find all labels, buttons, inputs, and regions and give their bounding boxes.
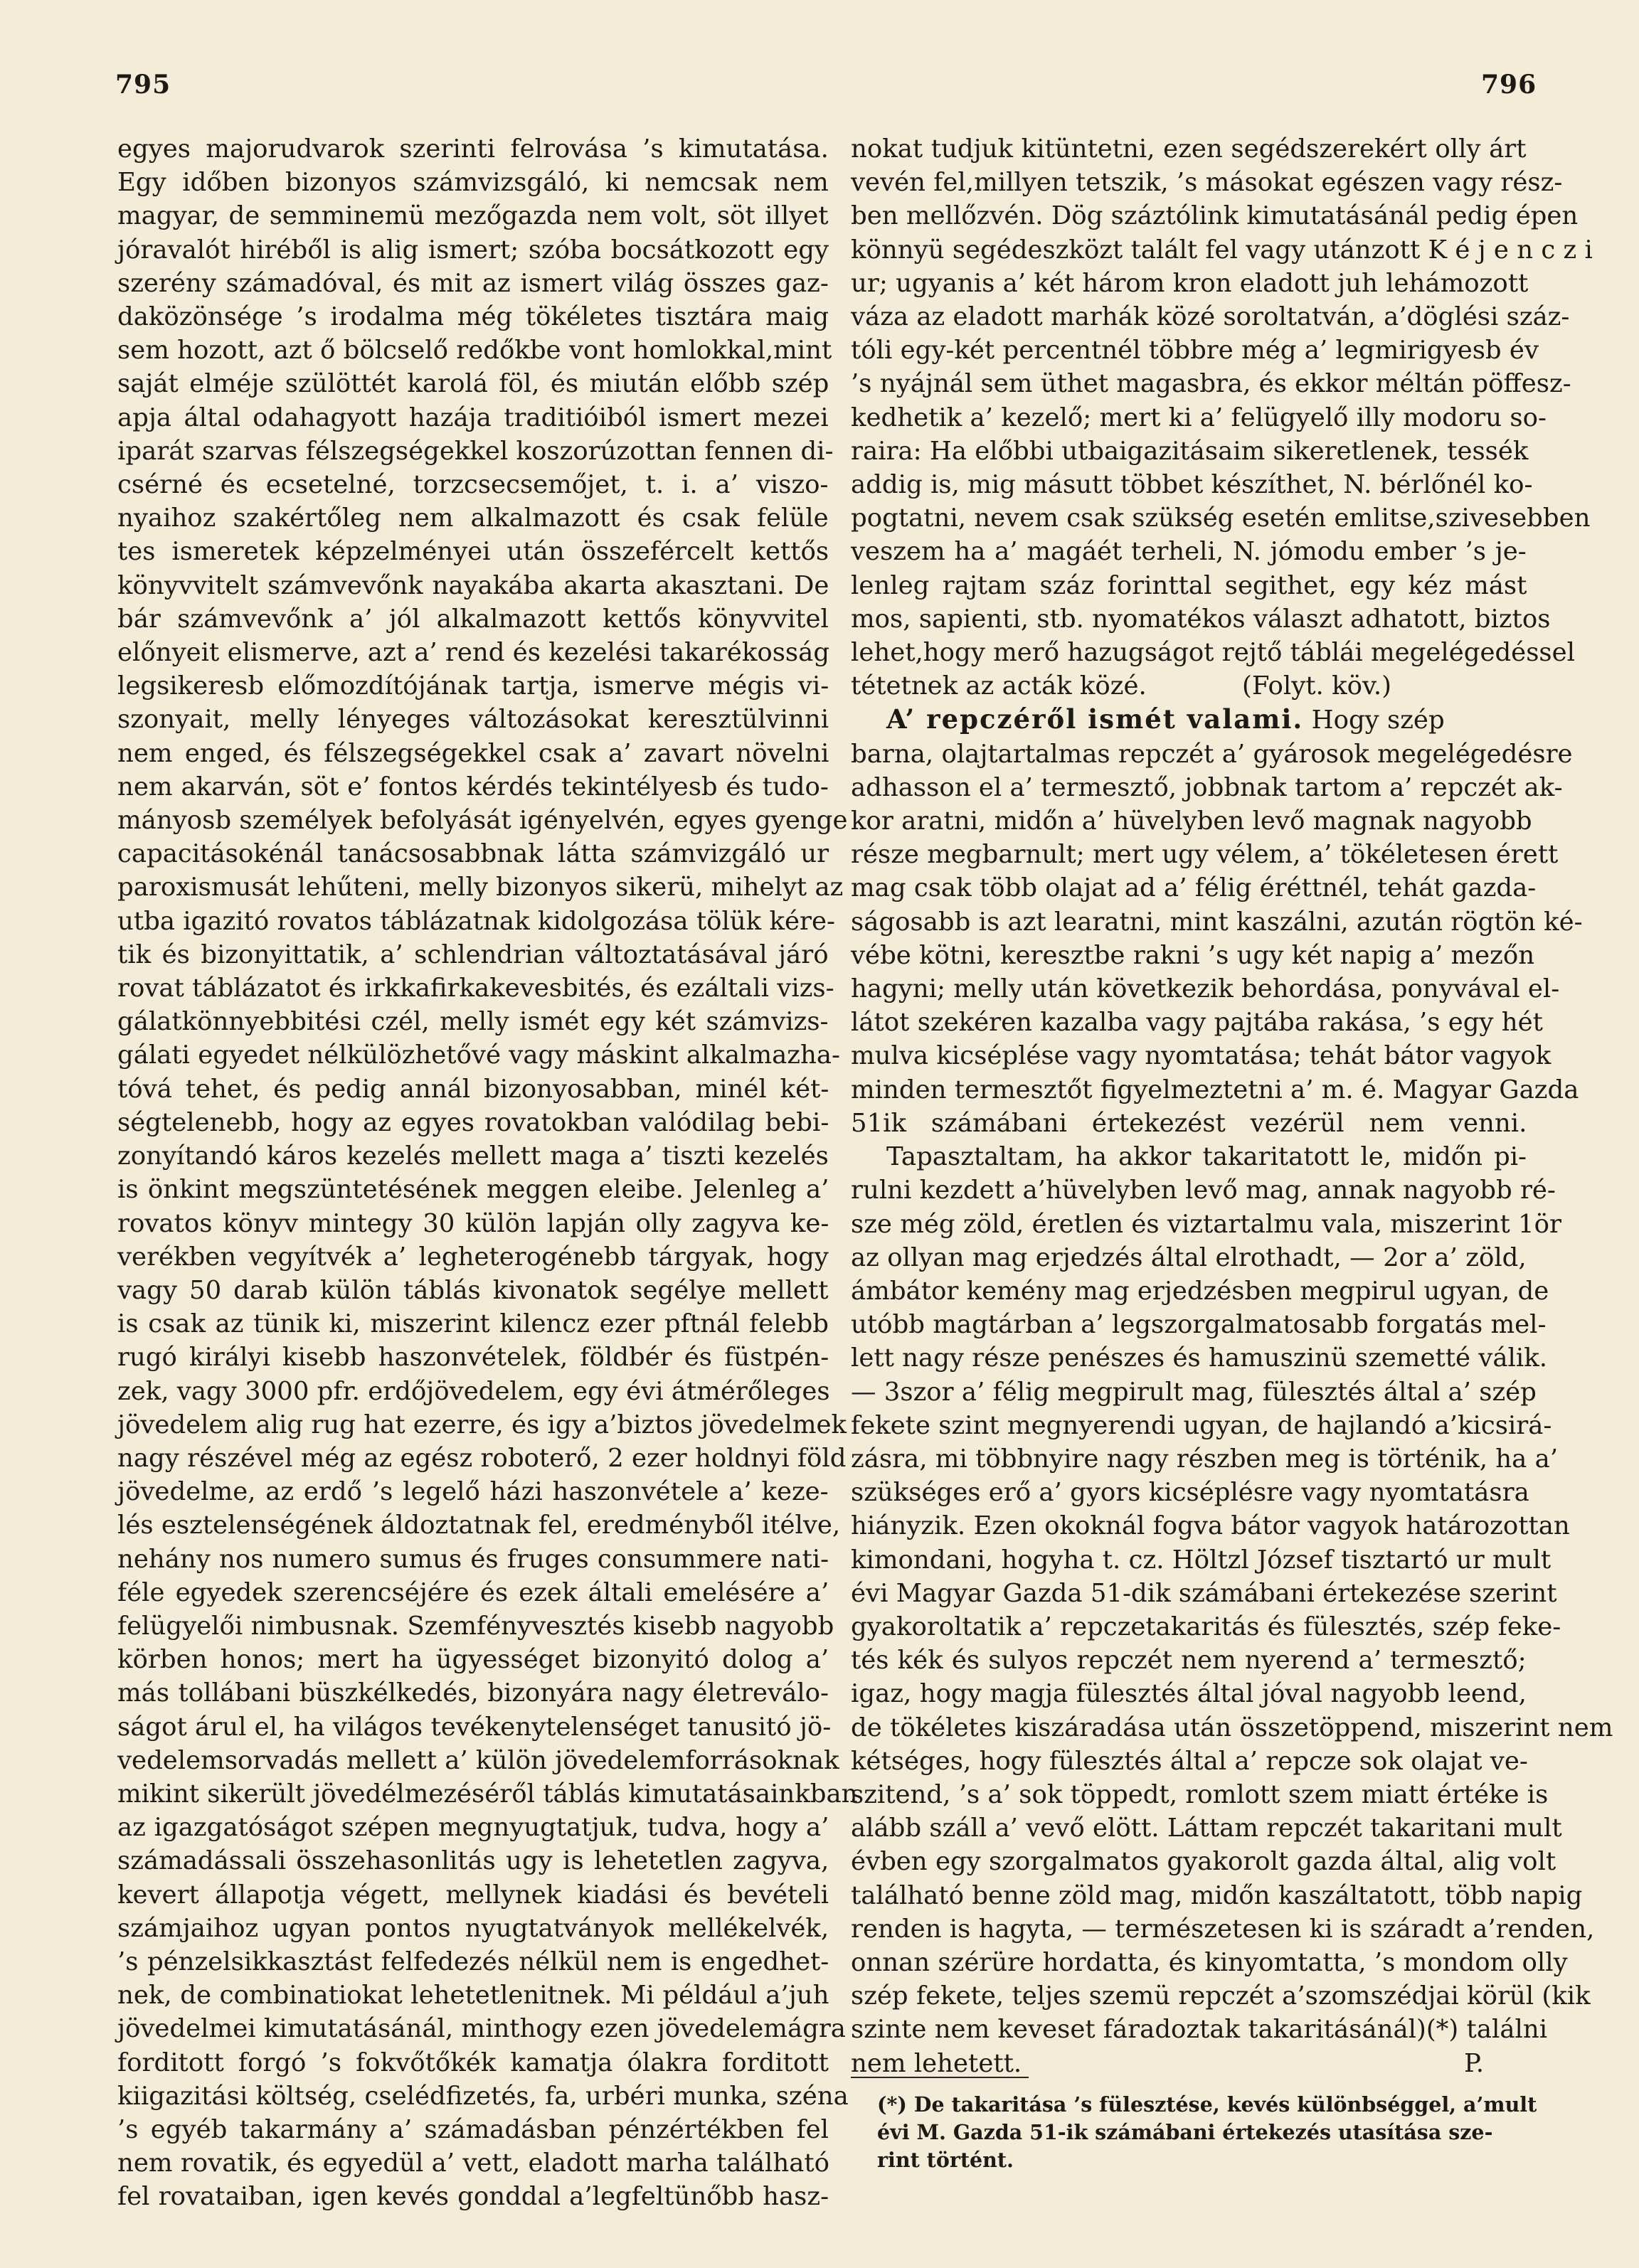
text-line: rugó királyi kisebb haszonvételek, földbér és füstpén-	[117, 1343, 829, 1373]
text-line: szitend, ’s a’ sok töppedt, romlott szem miatt értéke is	[851, 1779, 1549, 1809]
text-line: lenleg rajtam száz forinttal segithet, egy kéz mást	[851, 570, 1527, 600]
text-line: gálati egyedet nélkülözhetővé vagy máskint alkalmazha-	[117, 1040, 840, 1070]
text-line: váza az eladott marhák közé soroltatván, a’döglési száz-	[851, 302, 1570, 332]
text-line: évi Magyar Gazda 51-dik számábani értekezése szerint	[851, 1578, 1557, 1608]
text-line: tes ismeretek képzelményei után összefércelt kettős	[117, 537, 829, 567]
text-line: nem enged, és félszegségekkel csak a’ zavart növelni	[117, 738, 829, 768]
text-line: vevén fel,millyen tetszik, ’s másokat egészen vagy rész-	[851, 168, 1563, 198]
text-line: vagy 50 darab külön táblás kivonatok segélye mellett	[117, 1275, 829, 1305]
left-column	[117, 132, 858, 2214]
text-line: bár számvevőnk a’ jól alkalmazott kettős könyvvitel	[117, 604, 829, 634]
text-line: tóvá tehet, és pedig annál bizonyosabban, minél két-	[117, 1074, 829, 1104]
text-line: kimondani, hogyha t. cz. Höltzl József tisztartó ur mult	[851, 1545, 1552, 1575]
text-line: is csak az tünik ki, miszerint kilencz ezer pftnál felebb	[117, 1309, 829, 1339]
text-line: rint történt.	[877, 2148, 1014, 2172]
text-line: gálatkönnyebbitési czél, melly ismét egy két számvizs-	[117, 1007, 829, 1037]
text-line: saját elméje szülöttét karolá föl, és miután előbb szép	[117, 369, 829, 399]
text-line: ámbátor kemény mag erjedzésben megpirul ugyan, de	[851, 1276, 1549, 1306]
text-line: igaz, hogy magja fülesztés által jóval nagyobb leend,	[851, 1679, 1527, 1709]
text-line: szükséges erő a’ gyors kicséplésre vagy nyomtatásra	[851, 1478, 1529, 1508]
text-line: előnyeit elismerve, azt a’ rend és kezelési takarékosság	[117, 638, 830, 668]
text-line: lés esztelenségének áldoztatnak fel, eredményből itélve,	[117, 1511, 841, 1540]
text-line: hagyni; melly után következik behordása, ponyvával el-	[851, 974, 1560, 1004]
text-line: utba igazitó rovatos táblázatnak kidolgozása tölük kérе-	[117, 906, 835, 936]
repcze-article-body	[851, 738, 1613, 2047]
footnote	[877, 2091, 1537, 2174]
text-line: jóravalót hiréből is alig ismert; szóba bocsátkozott egy	[117, 235, 829, 265]
text-line: adhasson el a’ termesztő, jobbnak tartom a’ repczét ak-	[851, 772, 1563, 802]
text-line: tóli egy-két percentnél többre még a’ legmirigyesb év	[851, 336, 1539, 366]
text-line: paroxismusát lehűteni, melly bizonyos sikerü, mihelyt az	[117, 873, 844, 903]
text-line: — 3szor a’ félig megpirult mag, fülesztés által a’ szép	[851, 1377, 1537, 1407]
text-line: sem hozott, azt ő bölcselő redőkbe vont homlokkal,mint	[117, 336, 832, 366]
text-line: mag csak több olajat ad a’ félig éréttnél, tehát gazda-	[851, 873, 1537, 903]
text-line: nagy részével még az egész roboterő, 2 ezer holdnyi föld	[117, 1443, 847, 1473]
text-line: évi M. Gazda 51-ik számábani értekezés utasítása sze-	[877, 2120, 1493, 2144]
section-heading-line	[851, 703, 1527, 737]
text-line: szinte nem keveset fáradoztak takaritásánál)(*) találni	[851, 2015, 1548, 2045]
text-line: része megbarnult; mert ugy vélem, a’ tökéletesen érett	[851, 840, 1559, 870]
section-heading-rest: Hogy szép	[1303, 706, 1445, 735]
text-line: fel rovataiban, igen kevés gonddal a’legfeltünőbb hasz-	[117, 2182, 829, 2212]
text-line: minden termesztőt figyelmeztetni a’ m. é. Magyar Gazda	[851, 1075, 1579, 1104]
text-line: legsikeresb előmozdítójának tartja, ismerve mégis vi-	[117, 671, 829, 701]
continuation-note-text: tétetnek az acták közé.	[851, 671, 1147, 701]
text-line: daközönsége ’s irodalma még tökéletes tisztára maig	[117, 302, 829, 332]
text-line: magyar, de semminemü mezőgazda nem volt, söt illyet	[117, 201, 829, 231]
text-line: az igazgatóságot szépen megnyugtatjuk, tudva, hogy a’	[117, 1813, 829, 1843]
text-line: alább száll a’ vevő elött. Láttam repczét takaritani mult	[851, 1814, 1562, 1843]
text-line: szonyait, melly lényeges változásokat keresztülvinni	[117, 705, 829, 735]
text-line: rulni kezdett a’hüvelyben levő mag, annak nagyobb ré-	[851, 1176, 1556, 1205]
text-line: Egy időben bizonyos számvizsgáló, ki nemcsak nem	[117, 168, 829, 198]
text-line: szép fekete, teljes szemü repczét a’szomszédjai körül (kik	[851, 1981, 1591, 2011]
author-signature: P.	[1464, 2048, 1484, 2078]
text-line: könnyü segédeszközt talált fel vagy utánzott K é j e n c z i	[851, 235, 1593, 265]
text-line: apja által odahagyott hazája traditióiból ismert mezei	[117, 403, 829, 432]
text-line: rovatos könyv mintegy 30 külön lapján olly zagyva ke-	[117, 1208, 829, 1238]
text-line: ’s nyájnál sem üthet magasbra, és ekkor méltán pöffesz-	[851, 369, 1571, 399]
text-line: ur; ugyanis a’ két három kron eladott juh lehámozott	[851, 268, 1529, 298]
text-line: felügyelői nimbusnak. Szemfényvesztés kisebb nagyobb	[117, 1611, 834, 1641]
article-closing-text: nem lehetett.	[851, 2048, 1022, 2078]
text-line: nokat tudjuk kitüntetni, ezen segédszerekért olly árt	[851, 134, 1527, 164]
continuation-note-line	[851, 669, 1527, 703]
text-line: hiányzik. Ezen okoknál fogva bátor vagyok határozottan	[851, 1511, 1570, 1541]
text-line: verékben vegyítvék a’ legheterogénebb tárgyak, hogy	[117, 1242, 829, 1272]
text-line: nehány nos numero sumus és fruges consummere nati-	[117, 1544, 829, 1574]
text-line: is önkint megszüntetésének meggen eleibe. Jelenleg a’	[117, 1175, 829, 1205]
text-line: barna, olajtartalmas repczét a’ gyárosok megelégedésre	[851, 739, 1573, 769]
text-line: renden is hagyta, — természetesen ki is száradt a’renden,	[851, 1914, 1595, 1944]
text-line: raira: Ha előbbi utbaigazitásaim sikeretlenek, tessék	[851, 436, 1529, 466]
text-line: vedelemsorvadás mellett a’ külön jövedelemforrásoknak	[117, 1745, 839, 1775]
text-line: kor aratni, midőn a’ hüvelyben levő magnak nagyobb	[851, 806, 1532, 836]
text-line: vébe kötni, keresztbe rakni ’s ugy két napig a’ mezőn	[851, 940, 1535, 970]
text-line: kétséges, hogy fülesztés által a’ repcze sok olajat ve-	[851, 1746, 1528, 1776]
text-line: mulva kicséplése vagy nyomtatása; tehát bátor vagyok	[851, 1041, 1552, 1071]
text-line: capacitásokénál tanácsosabbnak látta számvizgáló ur	[117, 839, 829, 869]
text-line: 51ik számábani értekezést vezérül nem venni.	[851, 1108, 1527, 1138]
text-line: mos, sapienti, stb. nyomatékos választ adhatott, biztos	[851, 604, 1551, 634]
text-line: kedhetik a’ kezelő; mert ki a’ felügyelő illy modoru so-	[851, 403, 1547, 432]
footnote-rule	[851, 2077, 1029, 2078]
text-line: nyaihoz szakértőleg nem alkalmazott és csak felüle	[117, 504, 829, 533]
text-line: lett nagy része penészes és hamuszinü szemetté válik.	[851, 1343, 1548, 1373]
text-line: könyvvitelt számvevőnk nayakába akarta akasztani. De	[117, 570, 829, 600]
text-line: kiigazitási költség, cselédfizetés, fa, urbéri munka, széna	[117, 2081, 849, 2111]
text-line: mányosb személyek befolyását igényelvén, egyes gyenge	[117, 806, 848, 836]
text-line: más tollábani büszkélkedés, bizonyára nagy életreválo-	[117, 1678, 829, 1708]
text-line: addig is, mig másutt többet készíthet, N. bérlőnél ko-	[851, 470, 1533, 500]
text-line: forditott forgó ’s fokvőtőkék kamatja ólakra forditott	[117, 2048, 829, 2077]
text-line: körben honos; mert ha ügyességet bizonyitó dolog a’	[117, 1645, 829, 1675]
text-line: ’s egyéb takarmány a’ számadásban pénzértékben fel	[117, 2114, 829, 2144]
text-line: zek, vagy 3000 pfr. erdőjövedelem, egy évi átmérőleges	[117, 1376, 830, 1406]
text-line: de tökéletes kiszáradása után összetöppend, miszerint nem	[851, 1713, 1613, 1742]
text-line: (*) De takaritása ’s fülesztése, kevés különbséggel, a’mult	[877, 2092, 1537, 2117]
text-line: gyakoroltatik a’ repczetakaritás és fülesztés, szép feke-	[851, 1612, 1561, 1641]
text-line: ’s pénzelsikkasztást felfedezés nélkül nem is engedhet-	[117, 1947, 829, 1976]
text-line: tik és bizonyittatik, a’ schlendrian változtatásával járó	[117, 939, 829, 969]
text-line: kevert állapotja végett, mellynek kiadási és bevételi	[117, 1880, 829, 1910]
text-line: szerény számadóval, és mit az ismert világ összes gaz-	[117, 268, 829, 298]
text-line: jövedelem alig rug hat ezerre, és igy a’biztos jövedelmek	[117, 1410, 847, 1439]
text-line: nem rovatik, és egyedül a’ vett, eladott marha található	[117, 2149, 830, 2178]
text-line: fekete szint megnyerendi ugyan, de hajlandó a’kicsirá-	[851, 1410, 1552, 1440]
page-number-right: 796	[1481, 70, 1537, 100]
text-line: számjaihoz ugyan pontos nyugtatványok mellékelvék,	[117, 1913, 829, 1943]
text-line: tés kék és sulyos repczét nem nyerend a’ termesztő;	[851, 1646, 1527, 1676]
text-line: onnan szérüre hordatta, és kinyomtatta, ’s mondom olly	[851, 1947, 1568, 1977]
text-line: ságosabb is azt learatni, mint kaszálni, azután rögtön ké-	[851, 907, 1583, 937]
text-line: lehet,hogy merő hazugságot rejtő táblái megelégedéssel	[851, 638, 1575, 668]
text-line: csérné és ecsetelné, torzcsecsemőjet, t. i. a’ viszo-	[117, 470, 829, 500]
right-column-continuation	[851, 132, 1593, 669]
text-line: sze még zöld, éretlen és viztartalmu vala, miszerint 1ör	[851, 1209, 1561, 1239]
text-line: évben egy szorgalmatos gyakorolt gazda által, alig volt	[851, 1847, 1556, 1877]
text-line: jövedelme, az erdő ’s legelő házi haszonvétele a’ keze-	[117, 1477, 829, 1507]
text-line: egyes majorudvarok szerinti felrovása ’s kimutatása.	[117, 134, 829, 164]
text-line: veszem ha a’ magáét terheli, N. jómodu ember ’s je-	[851, 537, 1527, 567]
text-line: iparát szarvas félszegségekkel koszorúzottan fennen di-	[117, 436, 834, 466]
to-be-continued-label: (Folyt. köv.)	[1241, 671, 1391, 701]
text-line: számadássali összehasonlitás ugy is lehetetlen zagyva,	[117, 1846, 829, 1876]
article-closing-line	[851, 2047, 1527, 2080]
text-line: ságot árul el, ha világos tevékenytelenséget tanusitó jö-	[117, 1712, 832, 1742]
text-line: pogtatni, nevem csak szükség esetén emlitse,szivesebben	[851, 504, 1591, 533]
page-number-left: 795	[115, 70, 171, 100]
text-line: mikint sikerült jövedélmezéséről táblás kimutatásainkban	[117, 1779, 858, 1809]
text-line: rovat táblázatot és irkkafirkakevesbités, és ezáltali vizs-	[117, 974, 834, 1003]
text-line: nem akarván, söt e’ fontos kérdés tekintélyesb és tudo-	[117, 772, 829, 802]
text-line: utóbb magtárban a’ legszorgalmatosabb forgatás mel-	[851, 1310, 1547, 1340]
text-line: zásra, mi többnyire nagy részben meg is történik, ha a’	[851, 1444, 1559, 1474]
text-line: ségtelenebb, hogy az egyes rovatokban valódilag bebi-	[117, 1107, 829, 1137]
text-line: zonyítandó káros kezelés mellett maga a’ tiszti kezelés	[117, 1141, 829, 1171]
text-line: látot szekéren kazalba vagy pajtába rakása, ’s egy hét	[851, 1008, 1543, 1038]
text-line: féle egyedek szerencséjére és ezek általi emelésére a’	[117, 1577, 829, 1607]
text-line: Tapasztaltam, ha akkor takaritatott le, midőn pi-	[886, 1142, 1527, 1172]
text-line: az ollyan mag erjedzés által elrothadt, — 2or a’ zöld,	[851, 1242, 1527, 1272]
text-line: jövedelmei kimutatásánál, minthogy ezen jövedelemágra	[117, 2014, 846, 2044]
section-heading: A’ repczéről ismét valami.	[886, 703, 1304, 735]
text-line: ben mellőzvén. Dög száztólink kimutatásánál pedig épen	[851, 201, 1579, 231]
right-column	[851, 132, 1613, 2080]
text-line: nek, de combinatiokat lehetetlenitnek. Mi például a’juh	[117, 1981, 829, 2011]
text-line: található benne zöld mag, midőn kaszáltatott, több napig	[851, 1880, 1583, 1910]
